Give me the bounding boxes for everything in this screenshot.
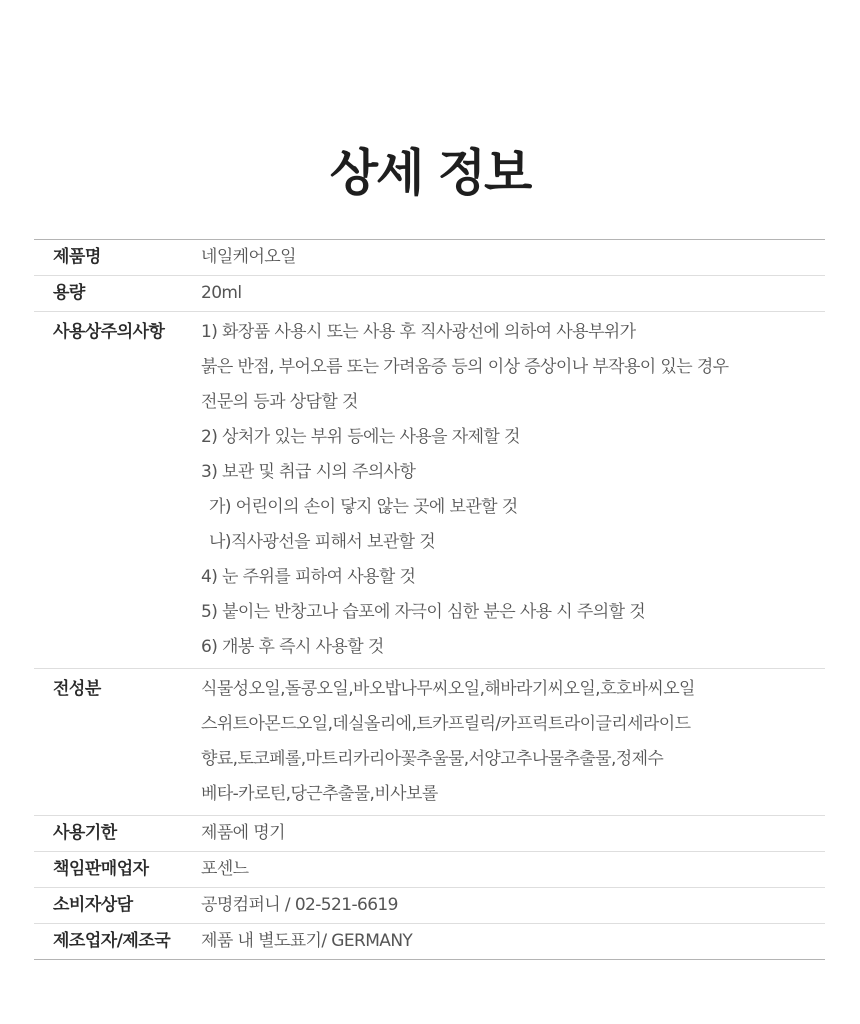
row-label: 책임판매업자: [53, 859, 149, 879]
precaution-line: 3) 보관 및 취급 시의 주의사항: [201, 462, 416, 482]
precaution-line: 5) 붙이는 반창고나 습포에 자극이 심한 분은 사용 시 주의할 것: [201, 602, 646, 622]
ingredient-line: 식물성오일,돌콩오일,바오밥나무씨오일,해바라기씨오일,호호바씨오일: [201, 679, 695, 699]
table-row-manufacturer: [34, 923, 825, 959]
row-label: 사용기한: [53, 823, 117, 843]
precaution-line: 6) 개봉 후 즉시 사용할 것: [201, 637, 384, 657]
row-value: 포센느: [201, 859, 249, 879]
ingredient-line: 스위트아몬드오일,데실올리에,트카프릴릭/카프릭트라이글리세라이드: [201, 714, 691, 734]
row-label: 제조업자/제조국: [53, 931, 171, 951]
row-value: [201, 669, 825, 815]
table-row-volume: [34, 275, 825, 311]
precaution-line: 2) 상처가 있는 부위 등에는 사용을 자제할 것: [201, 427, 520, 447]
precaution-subline: 가) 어린이의 손이 닿지 않는 곳에 보관할 것: [209, 497, 518, 517]
row-value: 공명컴퍼니 / 02-521-6619: [201, 895, 398, 915]
ingredient-line: 향료,토코페롤,마트리카리아꽃추울물,서양고추나물추출물,정제수: [201, 749, 664, 769]
row-label: 사용상주의사항: [53, 322, 165, 342]
precaution-line: 4) 눈 주위를 피하여 사용할 것: [201, 567, 416, 587]
row-value: 제품 내 별도표기/ GERMANY: [201, 931, 413, 951]
row-value: [201, 312, 825, 668]
row-value: 20ml: [201, 283, 242, 303]
table-row-precautions: [34, 311, 825, 668]
precaution-line: 전문의 등과 상담할 것: [201, 392, 358, 412]
table-row-ingredients: [34, 668, 825, 815]
row-label: 전성분: [53, 679, 101, 699]
row-label: 제품명: [53, 247, 101, 267]
page-title: 상세 정보: [329, 144, 531, 202]
precaution-line: 1) 화장품 사용시 또는 사용 후 직사광선에 의하여 사용부위가: [201, 322, 636, 342]
row-label: 소비자상담: [53, 895, 133, 915]
row-label: 용량: [53, 283, 85, 303]
table-row-expiry: [34, 815, 825, 851]
row-value: 제품에 명기: [201, 823, 285, 843]
table-row-product-name: [34, 240, 825, 275]
product-info-table: [34, 239, 825, 960]
precaution-line: 붉은 반점, 부어오름 또는 가려움증 등의 이상 증상이나 부작용이 있는 경우: [201, 357, 729, 377]
precaution-subline: 나)직사광선을 피해서 보관할 것: [209, 532, 436, 552]
table-row-consumer-contact: [34, 887, 825, 923]
row-value: 네일케어오일: [201, 247, 296, 267]
ingredient-line: 베타-카로틴,당근추출물,비사보롤: [201, 784, 438, 804]
table-row-distributor: [34, 851, 825, 887]
